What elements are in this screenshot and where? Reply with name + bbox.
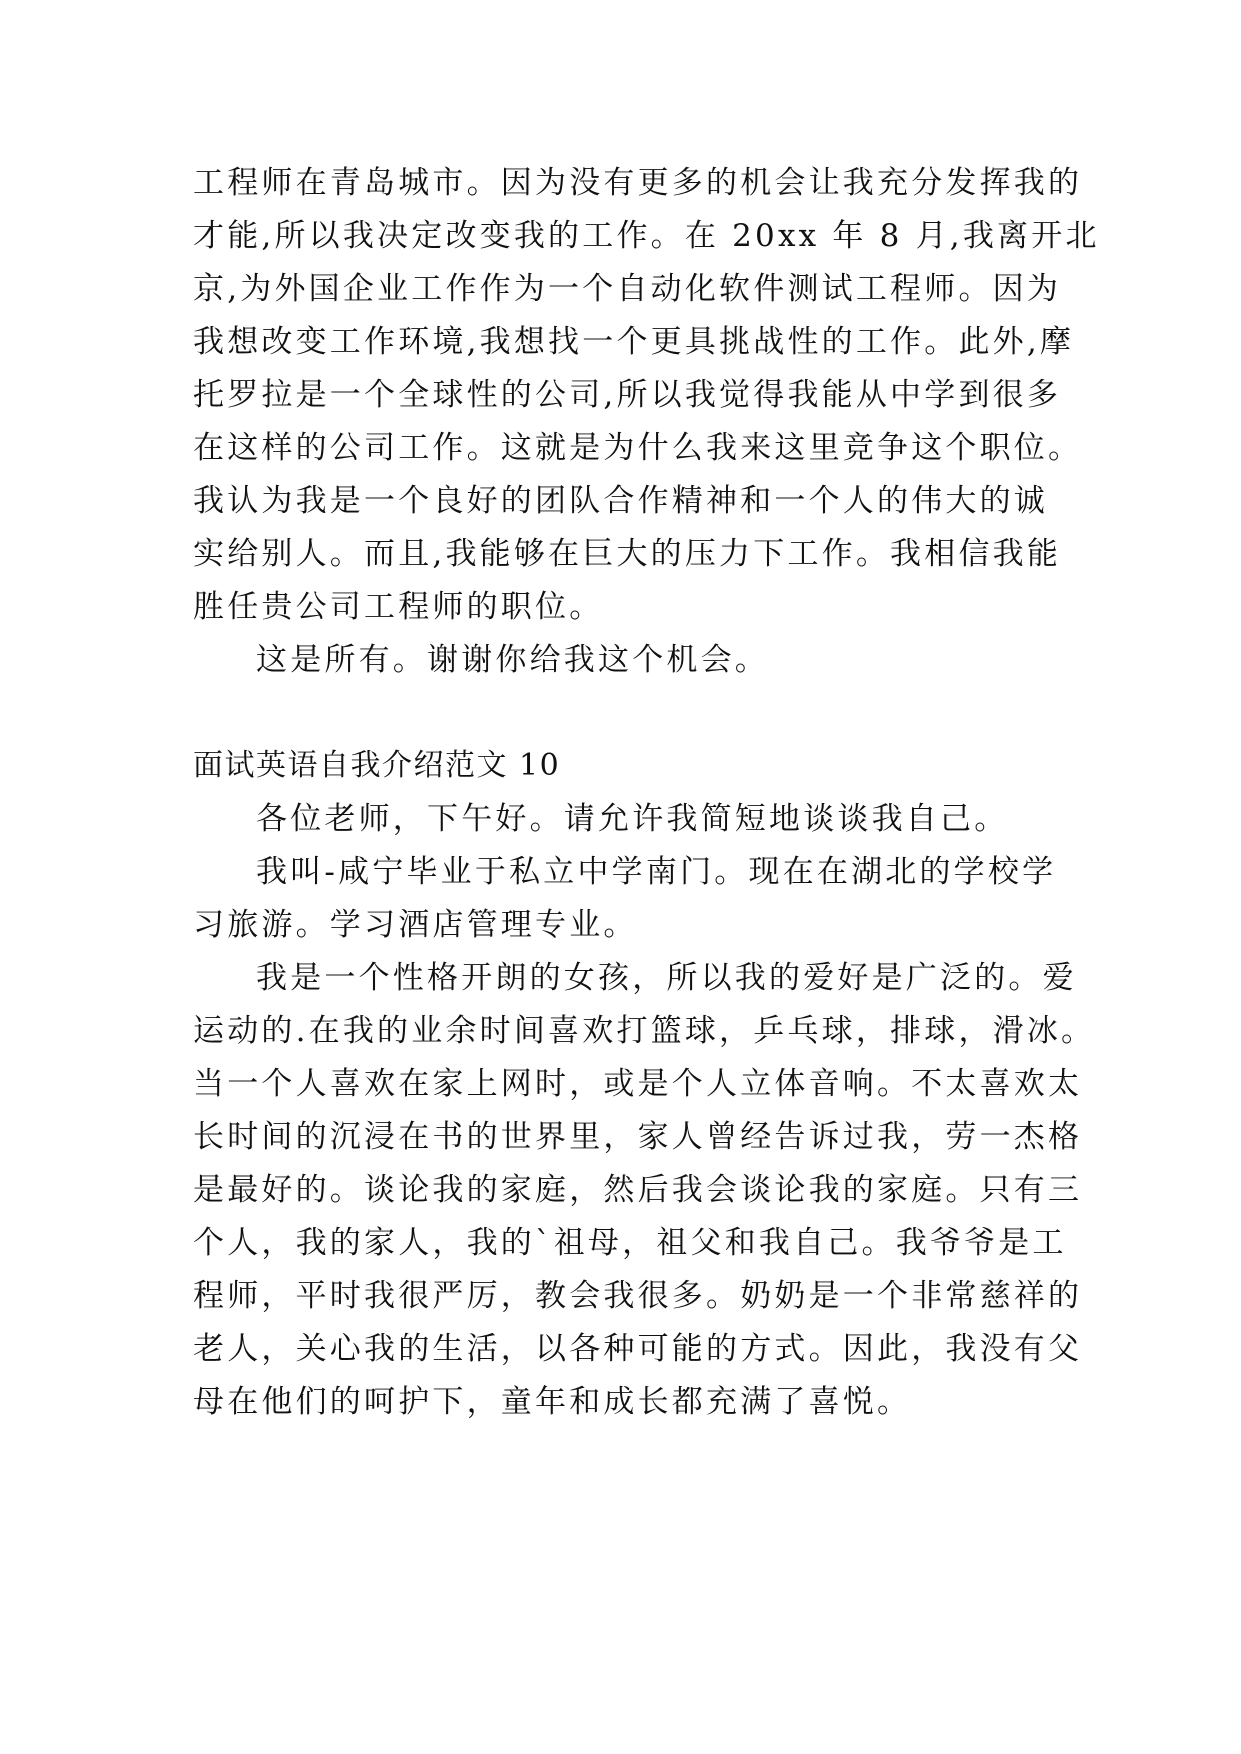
text-line: 才能,所以我决定改变我的工作。在 20xx 年 8 月,我离开北 <box>193 218 1100 254</box>
text-line: 托罗拉是一个全球性的公司,所以我觉得我能从中学到很多 <box>193 377 1062 413</box>
text-line: 是最好的。谈论我的家庭，然后我会谈论我的家庭。只有三 <box>193 1172 1083 1208</box>
text-line: 个人，我的家人，我的`祖母，祖父和我自己。我爷爷是工 <box>193 1225 1067 1261</box>
text-line: 当一个人喜欢在家上网时，或是个人立体音响。不太喜欢太 <box>193 1066 1083 1102</box>
text-line: 老人，关心我的生活，以各种可能的方式。因此，我没有父 <box>193 1331 1083 1367</box>
text-line: 在这样的公司工作。这就是为什么我来这里竞争这个职位。 <box>193 430 1083 466</box>
text-line: 长时间的沉浸在书的世界里，家人曾经告诉过我，劳一杰格 <box>193 1119 1083 1155</box>
text-line: 我认为我是一个良好的团队合作精神和一个人的伟大的诚 <box>193 483 1048 519</box>
text-line: 胜任贵公司工程师的职位。 <box>193 589 604 625</box>
text-line: 母在他们的呵护下，童年和成长都充满了喜悦。 <box>193 1384 912 1420</box>
text-line: 工程师在青岛城市。因为没有更多的机会让我充分发挥我的 <box>193 165 1083 201</box>
greeting-line: 各位老师，下午好。请允许我简短地谈谈我自己。 <box>256 801 1009 837</box>
text-line: 程师，平时我很严厉，教会我很多。奶奶是一个非常慈祥的 <box>193 1278 1083 1314</box>
text-line: 实给别人。而且,我能够在巨大的压力下工作。我相信我能 <box>193 536 1062 572</box>
text-line: 习旅游。学习酒店管理专业。 <box>193 907 638 943</box>
text-line: 京,为外国企业工作作为一个自动化软件测试工程师。因为 <box>193 271 1062 307</box>
text-line: 我叫-咸宁毕业于私立中学南门。现在在湖北的学校学 <box>256 854 1057 890</box>
text-line: 运动的.在我的业余时间喜欢打篮球，乒乓球，排球，滑冰。 <box>193 1013 1096 1049</box>
text-line: 我想改变工作环境,我想找一个更具挑战性的工作。此外,摩 <box>193 324 1075 360</box>
closing-line: 这是所有。谢谢你给我这个机会。 <box>256 642 769 678</box>
text-line: 我是一个性格开朗的女孩，所以我的爱好是广泛的。爱 <box>256 960 1077 996</box>
section-heading: 面试英语自我介绍范文 10 <box>193 748 561 783</box>
